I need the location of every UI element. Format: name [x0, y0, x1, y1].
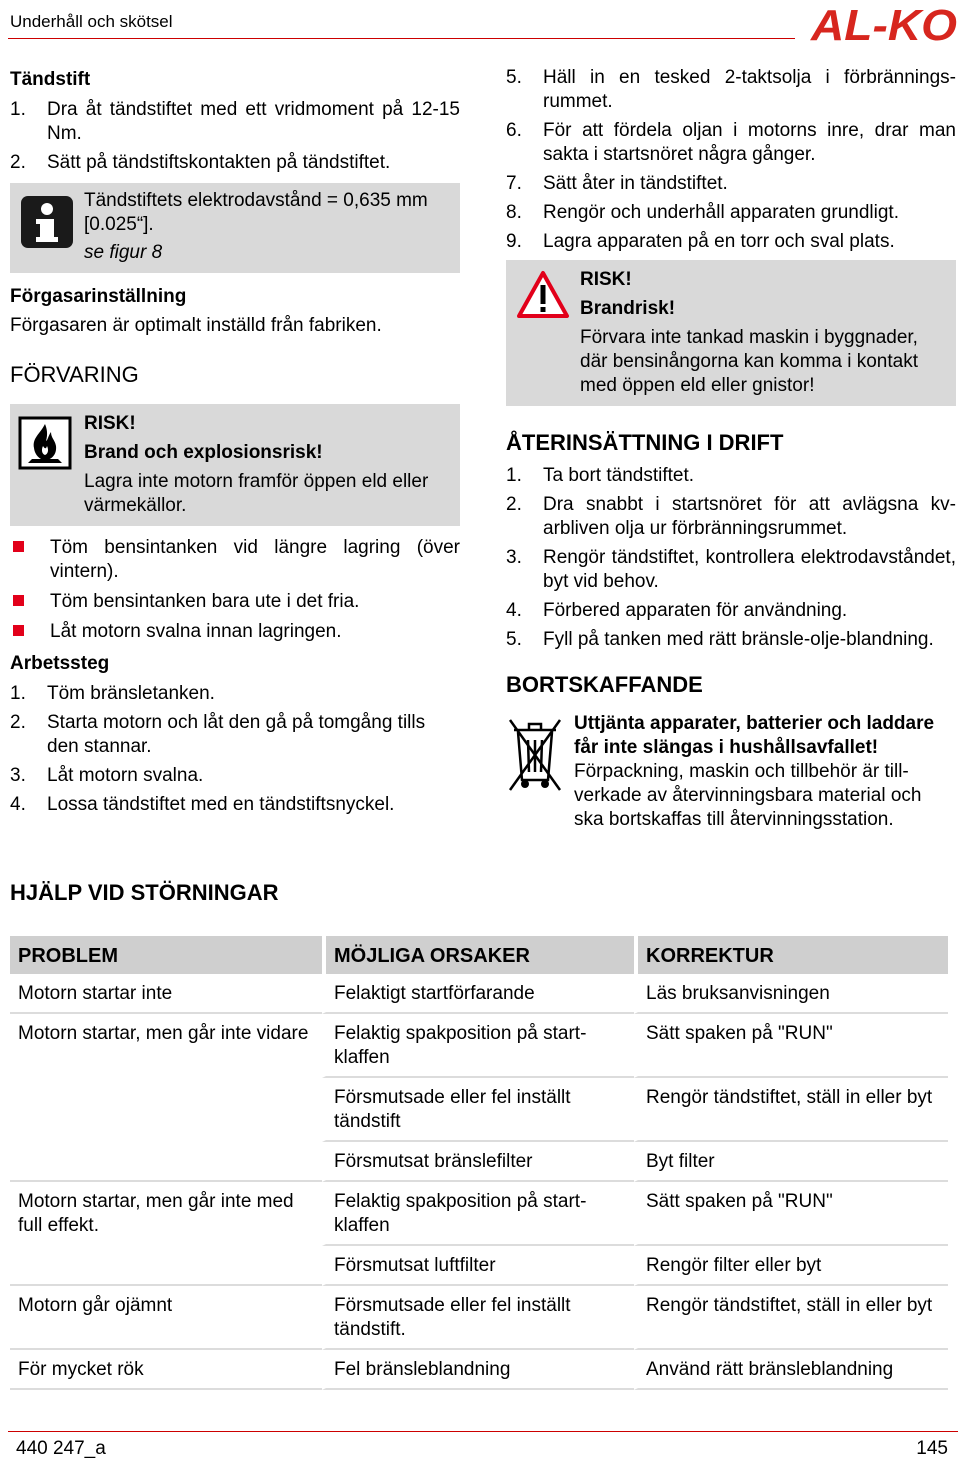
list-item: Låt motorn svalna innan lagringen. [10, 620, 460, 644]
problem-cell: Motorn startar inte [10, 974, 322, 1014]
correction-cell: Rengör tändstiftet, ställ in eller byt [634, 1286, 948, 1350]
list-item: 9. Lagra apparaten på en torr och sval plats. [506, 231, 895, 252]
disposal-note [506, 712, 956, 832]
list-item: 1. Ta bort tändstiftet. [506, 465, 695, 486]
info-note [10, 183, 460, 273]
problem-cell: Motorn startar, men går inte vidare [10, 1014, 322, 1182]
bullet-square-icon [13, 595, 24, 606]
list-item: 5. Häll in en tesked 2-taktsolja i förbränningsrummet. [506, 67, 956, 112]
table-row [10, 1286, 948, 1350]
problem-cell: För mycket rök [10, 1350, 322, 1390]
storage-warning-text: Lagra inte motorn framför öppen eld eller värmekällor. [84, 471, 429, 516]
recommissioning-steps [506, 464, 956, 652]
storage-steps-continued [506, 66, 956, 254]
correction-cell: Byt filter [634, 1142, 948, 1182]
cause-cell: Fel bränsleblandning [322, 1350, 634, 1390]
fire-warning-text: Förvara inte tankad maskin i byggnader, där bensinångorna kan komma i kontakt med öppen eld eller gnistor! [580, 327, 918, 396]
list-item: 8. Rengör och underhåll apparaten grundligt. [506, 202, 899, 223]
problem-cell: Motorn går ojämnt [10, 1286, 322, 1350]
cause-cell: Felaktig spakposition på startklaffen [322, 1014, 634, 1078]
table-header-row [10, 936, 948, 974]
brand-logo-text: AL-KO [810, 4, 957, 44]
correction-cell: Rengör tändstiftet, ställ in eller byt [634, 1078, 948, 1142]
cause-cell: Försmutsade eller fel inställt tändstift. [322, 1286, 634, 1350]
fire-icon [18, 416, 72, 470]
cause-cell: Försmutsat luftfilter [322, 1246, 634, 1286]
correction-cell: Sätt spaken på "RUN" [634, 1182, 948, 1246]
table-row [10, 1014, 948, 1078]
carburetor-text: Förgasaren är optimalt inställd från fabriken. [10, 315, 382, 336]
spark-plug-heading: Tändstift [10, 69, 91, 90]
brand-logo [810, 4, 958, 44]
storage-bullets [10, 536, 460, 644]
cause-cell: Försmutsade eller fel inställt tändstift [322, 1078, 634, 1142]
list-item: 1. Dra åt tändstiftet med ett vridmoment på 12-15 Nm. [10, 99, 460, 144]
disposal-heading: BORTSKAFFANDE [506, 672, 703, 697]
correction-cell: Läs bruksanvisningen [634, 974, 948, 1014]
header-divider [8, 38, 795, 39]
list-item: 4. Förbered apparaten för användning. [506, 600, 848, 621]
list-item: 5. Fyll på tanken med rätt bränsle-olje-blandning. [506, 629, 934, 650]
storage-warning-subtitle: Brand och explosionsrisk! [84, 442, 323, 463]
list-item: 2. Starta motorn och låt den gå på tomgång tills den stannar. [10, 712, 426, 757]
list-item: 4. Lossa tändstiftet med en tändstiftsnyckel. [10, 794, 395, 815]
list-item: 2. Sätt på tändstiftskontakten på tändstiftet. [10, 152, 391, 173]
column-header-causes: MÖJLIGA ORSAKER [322, 936, 634, 974]
list-item: 2. Dra snabbt i startsnöret för att avlägsna kvarbliven olja ur förbränningsrummet. [506, 494, 956, 539]
list-item: 3. Rengör tändstiftet, kontrollera elektrodavståndet, byt vid behov. [506, 547, 956, 592]
table-row [10, 974, 948, 1014]
bullet-square-icon [13, 541, 24, 552]
list-item: 6. För att fördela oljan i motorns inre, drar man sakta i startsnöret några gånger. [506, 120, 956, 165]
disposal-warning: Uttjänta apparater, batterier och laddare får inte slängas i hushållsavfallet! [574, 713, 935, 758]
correction-cell: Sätt spaken på "RUN" [634, 1014, 948, 1078]
storage-warning [10, 404, 460, 526]
cause-cell: Felaktigt startförfarande [322, 974, 634, 1014]
bullet-square-icon [13, 625, 24, 636]
cause-cell: Felaktig spakposition på startklaffen [322, 1182, 634, 1246]
warning-triangle-icon [516, 270, 570, 320]
column-header-correction: KORREKTUR [634, 936, 948, 974]
work-steps [10, 682, 460, 817]
info-note-text: Tändstiftets elektrodavstånd = 0,635 mm [0.025“]. [84, 190, 428, 235]
info-icon [20, 195, 74, 249]
column-header-problem: PROBLEM [10, 936, 322, 974]
troubleshooting-table [10, 936, 948, 1390]
correction-cell: Använd rätt bränsleblandning [634, 1350, 948, 1390]
crossed-bin-icon [506, 714, 564, 794]
figure-reference: se figur 8 [84, 242, 163, 263]
disposal-text: Förpackning, maskin och tillbehör är tillverkade av återvinningsbara material och ska bortskaffas till återvinningsstation. [574, 761, 922, 830]
section-title: Underhåll och skötsel [10, 12, 173, 31]
spark-plug-steps [10, 98, 460, 175]
list-item: 7. Sätt åter in tändstiftet. [506, 173, 728, 194]
storage-warning-title: RISK! [84, 413, 136, 434]
storage-heading: FÖRVARING [10, 362, 139, 387]
table-row [10, 1182, 948, 1246]
document-number: 440 247_a [16, 1438, 106, 1459]
carburetor-heading: Förgasarinställning [10, 286, 187, 307]
table-row [10, 1350, 948, 1390]
correction-cell: Rengör filter eller byt [634, 1246, 948, 1286]
problem-cell: Motorn startar, men går inte med full effekt. [10, 1182, 322, 1286]
list-item: 1. Töm bränsletanken. [10, 683, 215, 704]
list-item: 3. Låt motorn svalna. [10, 765, 204, 786]
footer-divider [8, 1431, 958, 1432]
recommissioning-heading: ÅTERINSÄTTNING I DRIFT [506, 430, 784, 455]
fire-warning [506, 260, 956, 406]
left-column [10, 64, 460, 822]
list-item: Töm bensintanken vid längre lagring (över vintern). [10, 536, 460, 584]
cause-cell: Försmutsat bränslefilter [322, 1142, 634, 1182]
page-number: 145 [916, 1438, 948, 1459]
fire-warning-title: RISK! [580, 269, 632, 290]
fire-warning-subtitle: Brandrisk! [580, 298, 676, 319]
list-item: Töm bensintanken bara ute i det fria. [10, 590, 460, 614]
troubleshooting-heading: HJÄLP VID STÖRNINGAR [10, 880, 279, 905]
work-steps-heading: Arbetssteg [10, 653, 110, 674]
right-column [506, 64, 956, 832]
